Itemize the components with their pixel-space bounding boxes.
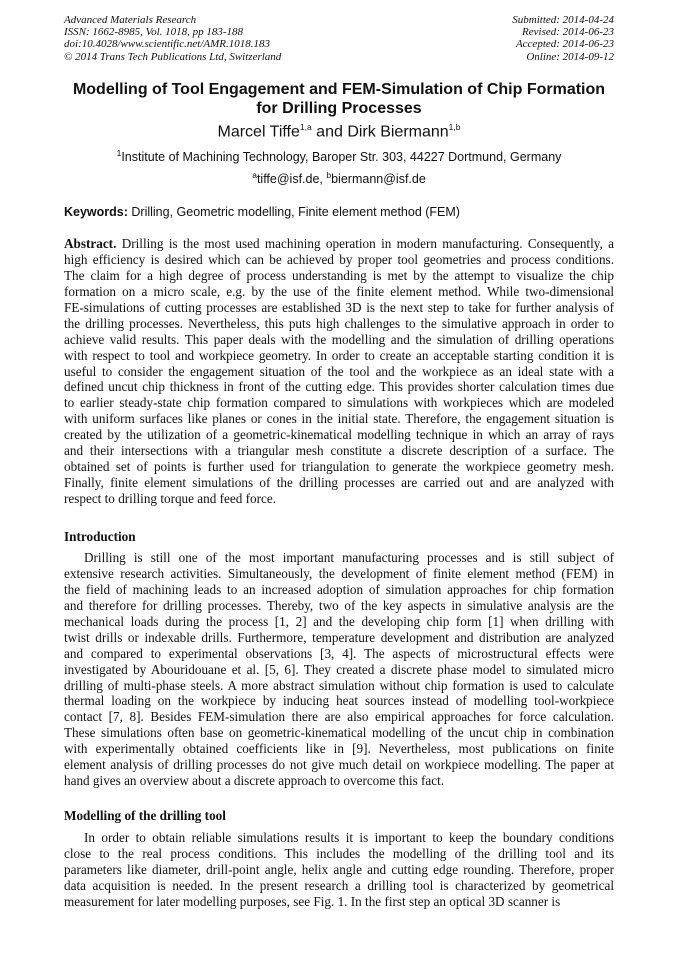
text-line bbox=[64, 773, 614, 789]
line-text: the field of machining leads to an increased adoption of simulation approaches for chip formation bbox=[64, 581, 614, 597]
text-line bbox=[64, 566, 614, 582]
section-heading-modelling: Modelling of the drilling tool bbox=[64, 808, 226, 823]
abstract bbox=[64, 236, 614, 507]
text-line bbox=[64, 316, 614, 332]
text-line bbox=[64, 894, 614, 910]
email[interactable]: biermann@isf.de bbox=[331, 172, 426, 187]
line-text: with experimentally obtained coefficients like in [9]. Nevertheless, most publications on finite bbox=[64, 741, 614, 757]
line-text: The claim for a high degree of process understanding is met by the attempt to visualize the chip bbox=[64, 267, 614, 283]
line-text: defined uncut chip thickness in front of the cutting edge. This provides shorter calculation times due bbox=[64, 379, 614, 395]
title-line: for Drilling Processes bbox=[256, 100, 422, 117]
authors bbox=[40, 122, 638, 141]
text-line bbox=[64, 846, 614, 862]
text-line bbox=[64, 862, 614, 878]
line-text: measurement for later modelling purposes, see Fig. 1. In the first step an optical 3D scanner is bbox=[64, 893, 561, 909]
author-sup: 1,b bbox=[448, 122, 461, 132]
text-line bbox=[64, 757, 614, 773]
text-line bbox=[64, 630, 614, 646]
text-line bbox=[64, 364, 614, 380]
text-line bbox=[64, 725, 614, 741]
text-line bbox=[64, 379, 614, 395]
email-sup: b bbox=[326, 170, 332, 180]
author-and: and bbox=[311, 123, 348, 141]
line-text: the drilling processes. Nevertheless, this puts high challenges to the simulative approach in order to bbox=[64, 315, 614, 331]
line-text: hand gives an overview about a discrete approach to overcome this fact. bbox=[64, 773, 445, 789]
text-line bbox=[64, 443, 614, 459]
line-text: thermal loading on the workpiece by inducing heat sources instead of modelling tool-workpiece bbox=[64, 693, 614, 709]
line-text: high efficiency is desired which can be achieved by proper tool geometries and process conditions. bbox=[64, 251, 614, 267]
text-line bbox=[64, 693, 614, 709]
text-line bbox=[64, 395, 614, 411]
journal-info bbox=[64, 14, 281, 63]
abstract-label: Abstract. bbox=[64, 236, 117, 251]
paper-title bbox=[40, 80, 638, 118]
text-line bbox=[64, 411, 614, 427]
copyright: © 2014 Trans Tech Publications Ltd, Switzerland bbox=[64, 50, 282, 63]
modelling-paragraph bbox=[64, 830, 614, 910]
issn: ISSN: 1662-8985, Vol. 1018, pp 183-188 bbox=[64, 26, 244, 39]
line-text: drilling of multi-phase steels. A more abstract simulation without chip formation is used to calculate bbox=[64, 677, 614, 693]
text-line bbox=[64, 427, 614, 443]
text-line bbox=[64, 678, 614, 694]
line-text: contact [7, 8]. Besides FEM-simulation there are also empirical approaches for force calculation. bbox=[64, 709, 614, 725]
text-line bbox=[64, 662, 614, 678]
line-text: useful to consider the engagement situation of the tool and the workpiece as an ideal state with a bbox=[64, 363, 614, 379]
line-text: to earlier steady-state chip formation compared to simulations with workpieces which are modeled bbox=[64, 395, 614, 411]
text-line bbox=[64, 878, 614, 894]
aff-text: Institute of Machining Technology, Baroper Str. 303, 44227 Dortmund, Germany bbox=[121, 150, 562, 165]
line-text: with uniform surfaces like planes or cones in the initial state. Therefore, the engagement situation is bbox=[64, 411, 614, 427]
title-line: Modelling of Tool Engagement and FEM-Simulation of Chip Formation bbox=[72, 81, 606, 98]
author-name: Dirk Biermann bbox=[347, 123, 449, 141]
line-text: respect to drilling torque and feed force. bbox=[64, 491, 277, 506]
line-text: and their intersections with a triangular mesh constitute a discrete description of a surface. The bbox=[64, 443, 614, 459]
text-line bbox=[64, 491, 614, 507]
text-line bbox=[64, 709, 614, 725]
line-text: mechanical loads during the process [1, 2] and the developing chip form [1] when drilling with bbox=[64, 613, 614, 629]
submitted-date: Submitted: 2014-04-24 bbox=[512, 14, 614, 26]
line-text: and compared to experimental observations [3, 4]. The aspects of microstructural effects were bbox=[64, 645, 614, 661]
line-text: formation on a micro scale, e.g. by the use of the finite element method. While two-dimensional bbox=[64, 283, 614, 299]
author-sup: 1,a bbox=[299, 122, 312, 132]
text-line bbox=[64, 741, 614, 757]
text-line bbox=[64, 459, 614, 475]
text-line bbox=[64, 268, 614, 284]
line-text: element analysis of drilling processes do not give much detail on workpiece modelling. The paper at bbox=[64, 757, 614, 773]
line-text: Drilling is still one of the most important manufacturing processes and is still subject of bbox=[84, 550, 614, 565]
text-line bbox=[64, 236, 614, 252]
text-line bbox=[64, 614, 614, 630]
line-text: created by the utilization of a geometric-kinematical modelling technique in which an array of rays bbox=[64, 427, 614, 443]
email-sup: a bbox=[252, 170, 257, 180]
line-text: data acquisition is needed. In the present research a drilling tool is characterized by geometrical bbox=[64, 877, 614, 893]
line-text: and therefore for drilling processes. Thereby, two of the key aspects in simulative analysis are the bbox=[64, 597, 614, 613]
section-heading-introduction: Introduction bbox=[64, 529, 136, 544]
aff-sup: 1 bbox=[116, 148, 122, 158]
text-line bbox=[64, 550, 614, 566]
text-line bbox=[64, 284, 614, 300]
journal-name: Advanced Materials Research bbox=[64, 14, 197, 26]
line-text: These simulations often base on geometric-kinematical modelling of the uncut chip in combination bbox=[64, 725, 614, 741]
keywords-label: Keywords: bbox=[64, 205, 128, 219]
line-text: investigated by Abouridouane et al. [5, 6]. They created a discrete phase model to simulated micro bbox=[64, 661, 614, 677]
line-text: parameters like diameter, drill-point angle, helix angle and cutting edge rounding. Therefore, proper bbox=[64, 861, 614, 877]
doi: doi:10.4028/www.scientific.net/AMR.1018.183 bbox=[64, 38, 271, 51]
text-line bbox=[64, 252, 614, 268]
text-line bbox=[64, 332, 614, 348]
keywords-text: Drilling, Geometric modelling, Finite element method (FEM) bbox=[127, 205, 460, 219]
line-text: with respect to tool and workpiece geometry. In order to create an acceptable starting condition it is bbox=[64, 347, 614, 363]
text-line bbox=[64, 348, 614, 364]
accepted-date: Accepted: 2014-06-23 bbox=[515, 38, 614, 51]
affiliation bbox=[40, 148, 638, 164]
text-line bbox=[64, 582, 614, 598]
line-text: achieve valid results. This paper deals with the modelling and the simulation of drilling operations bbox=[64, 331, 614, 347]
line-text: Finally, finite element simulations of the drilling processes are carried out and are analyzed with bbox=[64, 475, 614, 491]
author-name: Marcel Tiffe bbox=[217, 123, 300, 141]
line-text: Drilling is the most used machining operation in modern manufacturing. Consequently, a bbox=[116, 236, 614, 251]
introduction-paragraph bbox=[64, 550, 614, 789]
line-text: extensive research activities. Simultaneously, the development of finite element method (FEM) in bbox=[64, 565, 614, 581]
line-text: close to the real process conditions. This includes the modelling of the drilling tool and its bbox=[64, 845, 614, 861]
dates bbox=[512, 14, 614, 63]
line-text: FE-simulations of cutting processes are established 3D is the next step to take for further analysis of bbox=[64, 299, 614, 315]
line-text: obtained set of points is further used for triangulation to generate the workpiece geometry mesh. bbox=[64, 459, 614, 475]
emails bbox=[40, 170, 638, 186]
keywords bbox=[64, 205, 460, 219]
text-line bbox=[64, 475, 614, 491]
text-line bbox=[64, 300, 614, 316]
line-text: In order to obtain reliable simulations results it is important to keep the boundary conditions bbox=[84, 830, 614, 845]
online-date: Online: 2014-09-12 bbox=[526, 50, 614, 63]
text-line bbox=[64, 830, 614, 846]
text-line bbox=[64, 598, 614, 614]
line-text: twist drills or indexable drills. Furthermore, temperature development and distribution are analyzed bbox=[64, 629, 614, 645]
revised-date: Revised: 2014-06-23 bbox=[522, 26, 614, 39]
text-line bbox=[64, 646, 614, 662]
email[interactable]: tiffe@isf.de, bbox=[256, 172, 327, 187]
